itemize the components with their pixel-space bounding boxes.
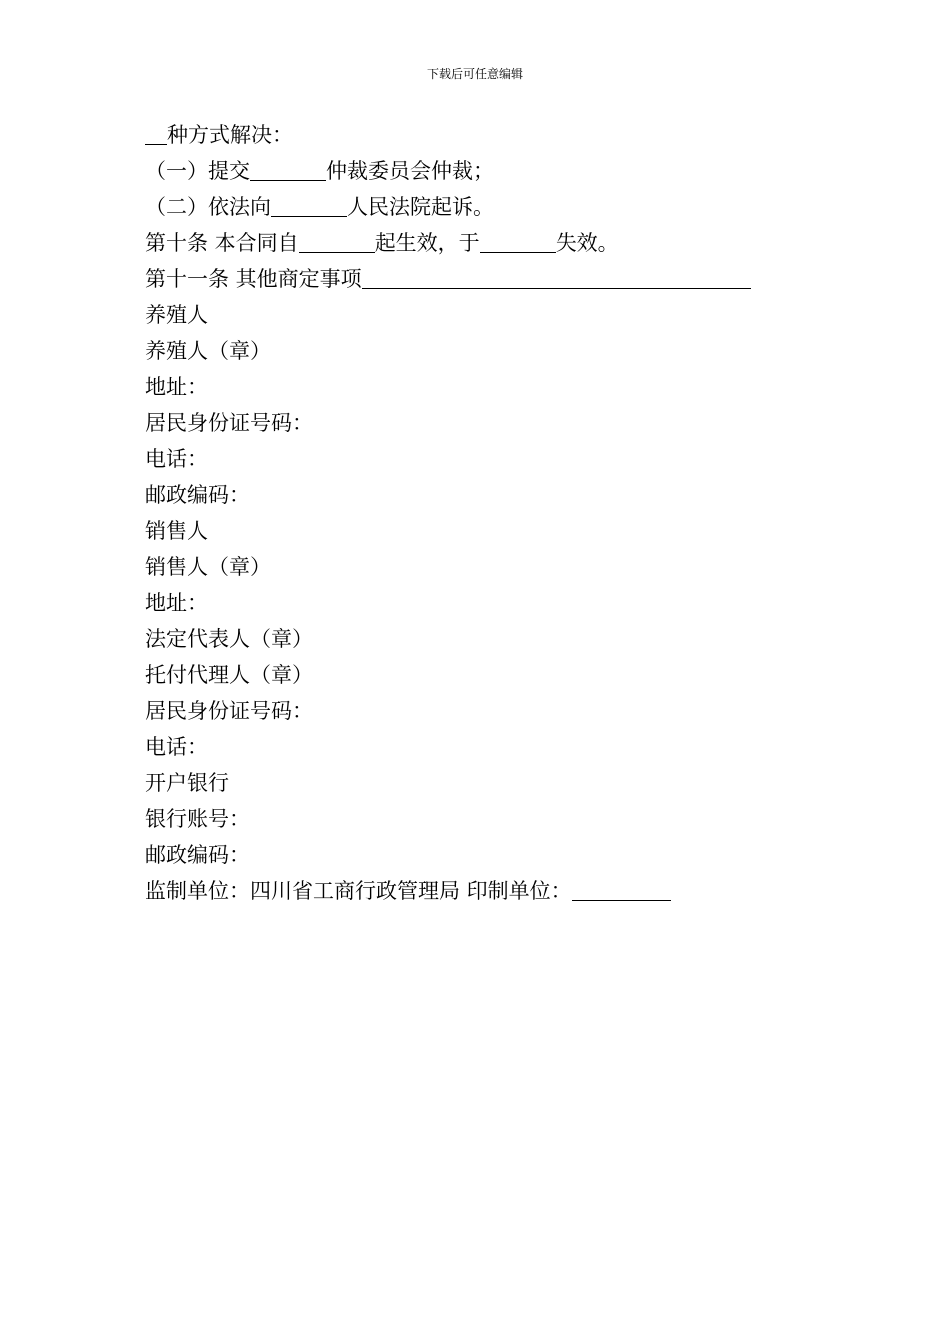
blank-field[interactable]: [299, 228, 375, 253]
seller-seal: 销售人（章）: [145, 555, 271, 579]
blank-field[interactable]: [480, 228, 556, 253]
blank-field[interactable]: [145, 120, 167, 145]
seller-postcode: 邮政编码：: [145, 843, 250, 867]
legal-representative: 法定代表人（章）: [145, 627, 313, 651]
dispute-resolution-intro: 种方式解决：: [145, 117, 825, 153]
arbitration-option: （一）提交 仲裁委员会仲裁；: [145, 153, 825, 189]
document-body: [145, 117, 825, 909]
breeder-id-number: 居民身份证号码：: [145, 411, 313, 435]
blank-field[interactable]: [250, 156, 326, 181]
breeder-phone: 电话：: [145, 447, 208, 471]
seller-phone: 电话：: [145, 735, 208, 759]
blank-field[interactable]: [572, 876, 671, 901]
seller-id-number: 居民身份证号码：: [145, 699, 313, 723]
breeder-postcode: 邮政编码：: [145, 483, 250, 507]
article-11: 第十一条 其他商定事项: [145, 261, 825, 297]
seller-heading: 销售人: [145, 519, 208, 543]
blank-field[interactable]: [271, 192, 347, 217]
lawsuit-option: （二）依法向 人民法院起诉。: [145, 189, 825, 225]
blank-field[interactable]: [362, 264, 751, 289]
breeder-seal: 养殖人（章）: [145, 339, 271, 363]
article-10: 第十条 本合同自 起生效，于 失效。: [145, 225, 825, 261]
seller-address: 地址：: [145, 591, 208, 615]
breeder-heading: 养殖人: [145, 303, 208, 327]
page-header: 下载后可任意编辑: [426, 67, 523, 81]
supervision-printing-unit: 监制单位：四川省工商行政管理局 印制单位：: [145, 873, 825, 909]
authorized-agent: 托付代理人（章）: [145, 663, 313, 687]
breeder-address: 地址：: [145, 375, 208, 399]
seller-bank-account: 银行账号：: [145, 807, 250, 831]
seller-bank: 开户银行: [145, 771, 229, 795]
